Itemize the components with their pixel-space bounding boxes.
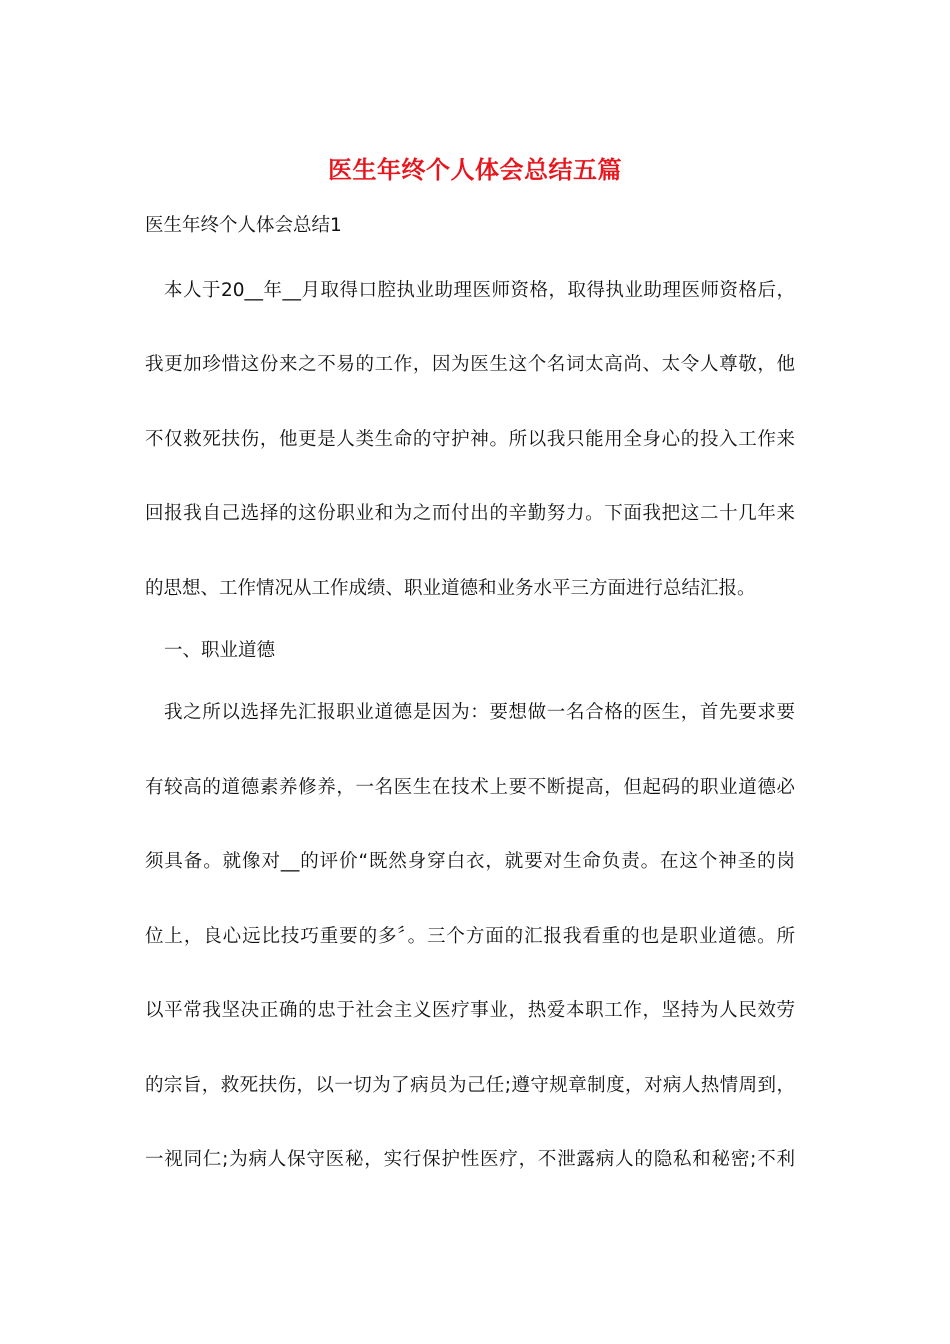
document-title: 医生年终个人体会总结五篇 [328,156,622,184]
paragraph-line: 位上，良心远比技巧重要的多〞。三个方面的汇报我看重的也是职业道德。所 [145,926,795,947]
paragraph-line: 我之所以选择先汇报职业道德是因为：要想做一名合格的医生，首先要求要 [164,702,795,723]
paragraph-line: 不仅救死扶伤，他更是人类生命的守护神。所以我只能用全身心的投入工作来 [145,429,795,450]
section-heading: 一、职业道德 [164,640,276,661]
paragraph-line: 的宗旨，救死扶伤，以一切为了病员为己任;遵守规章制度，对病人热情周到， [145,1075,795,1096]
paragraph-line: 我更加珍惜这份来之不易的工作，因为医生这个名词太高尚、太令人尊敬，他 [145,354,795,375]
paragraph-line: 以平常我坚决正确的忠于社会主义医疗事业，热爱本职工作，坚持为人民效劳 [145,1000,795,1021]
paragraph-line: 本人于20__年__月取得口腔执业助理医师资格，取得执业助理医师资格后， [164,280,795,301]
paragraph-line: 回报我自己选择的这份职业和为之而付出的辛勤努力。下面我把这二十几年来 [145,503,795,524]
paragraph-line: 的思想、工作情况从工作成绩、职业道德和业务水平三方面进行总结汇报。 [145,578,756,599]
section-subtitle: 医生年终个人体会总结1 [145,215,342,236]
paragraph-line: 一视同仁;为病人保守医秘，实行保护性医疗，不泄露病人的隐私和秘密;不利 [145,1149,795,1170]
paragraph-line: 有较高的道德素养修养，一名医生在技术上要不断提高，但起码的职业道德必 [145,777,795,798]
paragraph-line: 须具备。就像对__的评价“既然身穿白衣，就要对生命负责。在这个神圣的岗 [145,851,795,872]
